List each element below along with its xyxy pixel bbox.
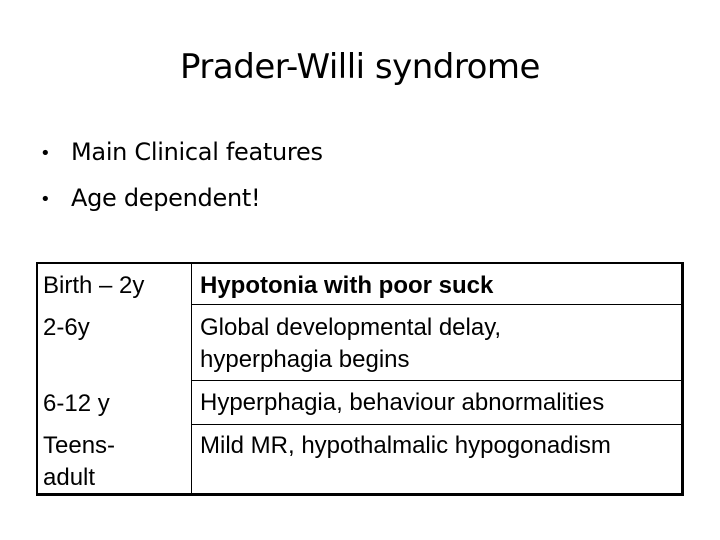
table-cell-age: Teens-: [43, 432, 116, 459]
table-cell-age: 6-12 y: [43, 390, 110, 417]
table-cell-features: Hyperphagia, behaviour abnormalities: [200, 389, 605, 416]
table-cell-features: Hypotonia with poor suck: [200, 272, 494, 299]
table-cell-age: Birth – 2y: [43, 272, 145, 299]
table-row-divider: [191, 380, 682, 381]
table-cell-age: 2-6y: [43, 314, 90, 341]
table-row-divider: [191, 424, 682, 425]
table-row-divider: [191, 304, 682, 305]
bullet-icon: •: [40, 189, 51, 210]
table-cell-features: hyperphagia begins: [200, 346, 410, 373]
table-cell-features: Global developmental delay,: [200, 314, 502, 341]
page-title: Prader-Willi syndrome: [180, 47, 540, 87]
table-cell-features: Mild MR, hypothalmalic hypogonadism: [200, 432, 611, 459]
table-cell-age: adult: [43, 464, 96, 491]
bullet-text: Age dependent!: [71, 184, 261, 212]
bullet-item: [40, 132, 323, 178]
bullet-icon: •: [40, 143, 51, 164]
bullet-list: [40, 132, 323, 224]
bullet-item: [40, 178, 323, 224]
bullet-text: Main Clinical features: [71, 138, 323, 166]
